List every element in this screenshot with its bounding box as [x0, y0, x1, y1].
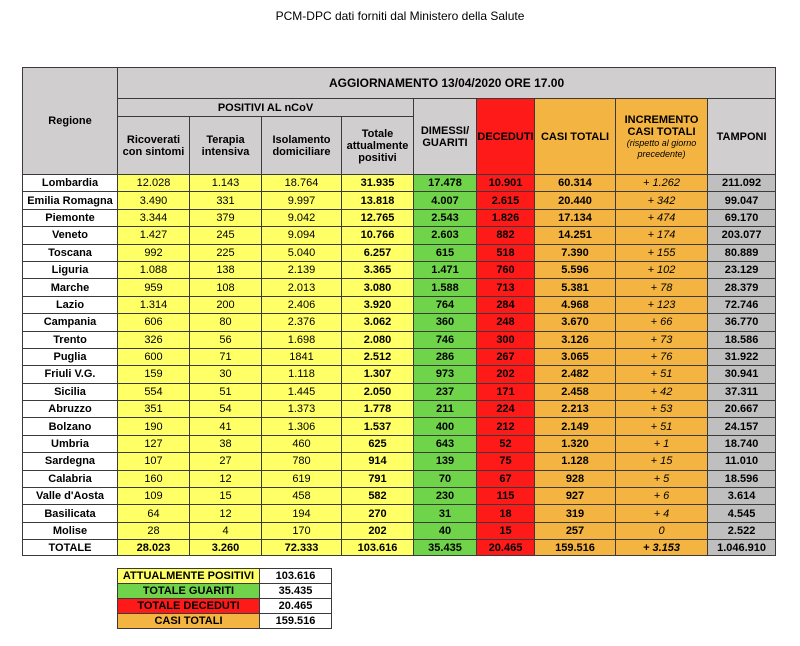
cell-terapia: 41: [190, 418, 262, 435]
cell-regione: Calabria: [23, 470, 118, 487]
cell-casi-totali: 7.390: [535, 244, 616, 261]
cell-casi-totali: 2.482: [535, 366, 616, 383]
cell-isolamento: 1.306: [262, 418, 342, 435]
cell-incremento: + 51: [616, 418, 708, 435]
summary-label: CASI TOTALI: [118, 614, 260, 629]
cell-isolamento: 194: [262, 505, 342, 522]
cell-casi-totali: 319: [535, 505, 616, 522]
table-row: [23, 453, 776, 470]
summary-row: [118, 614, 332, 629]
cell-tamponi: 28.379: [708, 279, 776, 296]
cell-totale-positivi: 270: [342, 505, 414, 522]
cell-totale-positivi: 202: [342, 522, 414, 539]
cell-deceduti: 518: [477, 244, 535, 261]
cell-incremento: + 4: [616, 505, 708, 522]
total-dimessi: 35.435: [414, 540, 477, 556]
table-row: [23, 227, 776, 244]
cell-deceduti: 882: [477, 227, 535, 244]
cell-incremento: + 73: [616, 331, 708, 348]
summary-value: 159.516: [260, 614, 332, 629]
cell-isolamento: 1.698: [262, 331, 342, 348]
cell-ricoverati: 600: [118, 348, 190, 365]
cell-casi-totali: 1.128: [535, 453, 616, 470]
cell-deceduti: 67: [477, 470, 535, 487]
cell-tamponi: 203.077: [708, 227, 776, 244]
cell-isolamento: 2.406: [262, 296, 342, 313]
cell-dimessi: 973: [414, 366, 477, 383]
table-row: [23, 418, 776, 435]
cell-regione: Trento: [23, 331, 118, 348]
cell-incremento: + 342: [616, 192, 708, 209]
source-line: PCM-DPC dati forniti dal Ministero della Salute: [275, 9, 525, 23]
cell-incremento: + 1.262: [616, 175, 708, 192]
table-row: [23, 348, 776, 365]
cell-tamponi: 20.667: [708, 401, 776, 418]
cell-deceduti: 171: [477, 383, 535, 400]
header-deceduti: DECEDUTI: [477, 99, 535, 175]
cell-tamponi: 18.586: [708, 331, 776, 348]
cell-ricoverati: 3.490: [118, 192, 190, 209]
cell-totale-positivi: 31.935: [342, 175, 414, 192]
cell-casi-totali: 2.213: [535, 401, 616, 418]
cell-terapia: 138: [190, 261, 262, 278]
cell-totale-positivi: 1.537: [342, 418, 414, 435]
table-row: [23, 383, 776, 400]
cell-deceduti: 75: [477, 453, 535, 470]
cell-casi-totali: 1.320: [535, 435, 616, 452]
cell-incremento: + 78: [616, 279, 708, 296]
table-row: [23, 279, 776, 296]
cell-regione: Lombardia: [23, 175, 118, 192]
cell-casi-totali: 5.381: [535, 279, 616, 296]
cell-dimessi: 17.478: [414, 175, 477, 192]
cell-isolamento: 2.376: [262, 314, 342, 331]
cell-incremento: + 5: [616, 470, 708, 487]
cell-casi-totali: 17.134: [535, 209, 616, 226]
cell-casi-totali: 20.440: [535, 192, 616, 209]
cell-regione: Sicilia: [23, 383, 118, 400]
cell-terapia: 4: [190, 522, 262, 539]
cell-deceduti: 760: [477, 261, 535, 278]
cell-ricoverati: 190: [118, 418, 190, 435]
header-ricoverati: Ricoverati con sintomi: [118, 117, 190, 175]
table-row: [23, 331, 776, 348]
cell-terapia: 15: [190, 488, 262, 505]
cell-ricoverati: 28: [118, 522, 190, 539]
cell-totale-positivi: 914: [342, 453, 414, 470]
cell-casi-totali: 927: [535, 488, 616, 505]
total-terapia: 3.260: [190, 540, 262, 556]
cell-deceduti: 1.826: [477, 209, 535, 226]
header-title: AGGIORNAMENTO 13/04/2020 ORE 17.00: [118, 68, 776, 99]
total-deceduti: 20.465: [477, 540, 535, 556]
header-dimessi: DIMESSI/ GUARITI: [414, 99, 477, 175]
cell-regione: Liguria: [23, 261, 118, 278]
cell-ricoverati: 1.427: [118, 227, 190, 244]
cell-terapia: 54: [190, 401, 262, 418]
cell-ricoverati: 64: [118, 505, 190, 522]
cell-incremento: 0: [616, 522, 708, 539]
cell-terapia: 71: [190, 348, 262, 365]
cell-casi-totali: 14.251: [535, 227, 616, 244]
cell-dimessi: 211: [414, 401, 477, 418]
cell-regione: Puglia: [23, 348, 118, 365]
cell-regione: Friuli V.G.: [23, 366, 118, 383]
cell-tamponi: 30.941: [708, 366, 776, 383]
header-positivi-group: POSITIVI AL nCoV: [118, 99, 414, 117]
header-isolamento: Isolamento domiciliare: [262, 117, 342, 175]
table-row: [23, 296, 776, 313]
header-totale-positivi: Totale attualmente positivi: [342, 117, 414, 175]
cell-deceduti: 267: [477, 348, 535, 365]
cell-terapia: 379: [190, 209, 262, 226]
cell-totale-positivi: 2.512: [342, 348, 414, 365]
cell-tamponi: 80.889: [708, 244, 776, 261]
total-totale-positivi: 103.616: [342, 540, 414, 556]
cell-terapia: 108: [190, 279, 262, 296]
summary-label: ATTUALMENTE POSITIVI: [118, 569, 260, 584]
total-casi-totali: 159.516: [535, 540, 616, 556]
cell-ricoverati: 3.344: [118, 209, 190, 226]
table-row: [23, 209, 776, 226]
cell-tamponi: 11.010: [708, 453, 776, 470]
cell-dimessi: 4.007: [414, 192, 477, 209]
table-row: [23, 401, 776, 418]
cell-terapia: 1.143: [190, 175, 262, 192]
table-row: [23, 522, 776, 539]
total-ricoverati: 28.023: [118, 540, 190, 556]
cell-ricoverati: 554: [118, 383, 190, 400]
cell-tamponi: 23.129: [708, 261, 776, 278]
cell-dimessi: 230: [414, 488, 477, 505]
cell-deceduti: 224: [477, 401, 535, 418]
cell-incremento: + 53: [616, 401, 708, 418]
cell-casi-totali: 60.314: [535, 175, 616, 192]
header-casi-totali: CASI TOTALI: [535, 99, 616, 175]
cell-totale-positivi: 625: [342, 435, 414, 452]
cell-deceduti: 18: [477, 505, 535, 522]
cell-regione: Lazio: [23, 296, 118, 313]
cell-regione: Marche: [23, 279, 118, 296]
cell-tamponi: 31.922: [708, 348, 776, 365]
cell-tamponi: 18.740: [708, 435, 776, 452]
total-incremento: + 3.153: [616, 540, 708, 556]
cell-incremento: + 174: [616, 227, 708, 244]
cell-dimessi: 360: [414, 314, 477, 331]
cell-casi-totali: 3.126: [535, 331, 616, 348]
cell-tamponi: 211.092: [708, 175, 776, 192]
cell-dimessi: 286: [414, 348, 477, 365]
cell-dimessi: 746: [414, 331, 477, 348]
summary-value: 103.616: [260, 569, 332, 584]
cell-isolamento: 2.013: [262, 279, 342, 296]
cell-totale-positivi: 2.080: [342, 331, 414, 348]
cell-isolamento: 619: [262, 470, 342, 487]
cell-deceduti: 2.615: [477, 192, 535, 209]
total-tamponi: 1.046.910: [708, 540, 776, 556]
cell-terapia: 30: [190, 366, 262, 383]
cell-isolamento: 1.118: [262, 366, 342, 383]
cell-isolamento: 9.997: [262, 192, 342, 209]
cell-deceduti: 300: [477, 331, 535, 348]
cell-isolamento: 1.373: [262, 401, 342, 418]
table-row: [23, 175, 776, 192]
cell-casi-totali: 4.968: [535, 296, 616, 313]
cell-regione: Toscana: [23, 244, 118, 261]
cell-regione: Bolzano: [23, 418, 118, 435]
cell-casi-totali: 257: [535, 522, 616, 539]
cell-isolamento: 9.094: [262, 227, 342, 244]
cell-ricoverati: 1.088: [118, 261, 190, 278]
summary-table: [117, 568, 332, 629]
header-terapia: Terapia intensiva: [190, 117, 262, 175]
cell-terapia: 56: [190, 331, 262, 348]
header-incremento: [616, 99, 708, 175]
header-tamponi: TAMPONI: [708, 99, 776, 175]
header-regione: Regione: [23, 68, 118, 175]
cell-totale-positivi: 3.920: [342, 296, 414, 313]
table-row: [23, 261, 776, 278]
cell-ricoverati: 1.314: [118, 296, 190, 313]
cell-deceduti: 52: [477, 435, 535, 452]
cell-casi-totali: 928: [535, 470, 616, 487]
cell-totale-positivi: 3.080: [342, 279, 414, 296]
cell-tamponi: 2.522: [708, 522, 776, 539]
cell-ricoverati: 12.028: [118, 175, 190, 192]
table-row: [23, 314, 776, 331]
cell-regione: Abruzzo: [23, 401, 118, 418]
summary-row: [118, 584, 332, 599]
cell-incremento: + 42: [616, 383, 708, 400]
cell-deceduti: 115: [477, 488, 535, 505]
summary-row: [118, 569, 332, 584]
cell-ricoverati: 351: [118, 401, 190, 418]
cell-ricoverati: 127: [118, 435, 190, 452]
cell-deceduti: 202: [477, 366, 535, 383]
cell-tamponi: 18.596: [708, 470, 776, 487]
cell-tamponi: 99.047: [708, 192, 776, 209]
summary-value: 35.435: [260, 584, 332, 599]
cell-isolamento: 460: [262, 435, 342, 452]
cell-incremento: + 474: [616, 209, 708, 226]
header-incremento-note: (rispetto al giorno precedente): [626, 137, 697, 159]
table-row: [23, 244, 776, 261]
cell-totale-positivi: 582: [342, 488, 414, 505]
cell-ricoverati: 326: [118, 331, 190, 348]
cell-ricoverati: 959: [118, 279, 190, 296]
cell-terapia: 225: [190, 244, 262, 261]
table-row: [23, 488, 776, 505]
cell-terapia: 38: [190, 435, 262, 452]
cell-casi-totali: 3.670: [535, 314, 616, 331]
cell-incremento: + 66: [616, 314, 708, 331]
cell-isolamento: 18.764: [262, 175, 342, 192]
table-row: [23, 366, 776, 383]
cell-isolamento: 1841: [262, 348, 342, 365]
cell-terapia: 27: [190, 453, 262, 470]
cell-deceduti: 284: [477, 296, 535, 313]
cell-dimessi: 1.471: [414, 261, 477, 278]
cell-incremento: + 51: [616, 366, 708, 383]
cell-terapia: 80: [190, 314, 262, 331]
totals-row: [23, 540, 776, 556]
cell-isolamento: 5.040: [262, 244, 342, 261]
cell-isolamento: 780: [262, 453, 342, 470]
cell-incremento: + 6: [616, 488, 708, 505]
total-isolamento: 72.333: [262, 540, 342, 556]
cell-dimessi: 139: [414, 453, 477, 470]
cell-incremento: + 1: [616, 435, 708, 452]
table-row: [23, 470, 776, 487]
cell-terapia: 331: [190, 192, 262, 209]
cell-isolamento: 2.139: [262, 261, 342, 278]
cell-tamponi: 24.157: [708, 418, 776, 435]
cell-incremento: + 102: [616, 261, 708, 278]
cell-terapia: 12: [190, 505, 262, 522]
cell-isolamento: 9.042: [262, 209, 342, 226]
cell-terapia: 245: [190, 227, 262, 244]
cell-casi-totali: 3.065: [535, 348, 616, 365]
cell-regione: Piemonte: [23, 209, 118, 226]
cell-isolamento: 1.445: [262, 383, 342, 400]
cell-isolamento: 170: [262, 522, 342, 539]
summary-label: TOTALE DECEDUTI: [118, 599, 260, 614]
cell-dimessi: 400: [414, 418, 477, 435]
cell-terapia: 12: [190, 470, 262, 487]
cell-dimessi: 2.543: [414, 209, 477, 226]
cell-incremento: + 15: [616, 453, 708, 470]
cell-tamponi: 3.614: [708, 488, 776, 505]
cell-totale-positivi: 791: [342, 470, 414, 487]
cell-ricoverati: 992: [118, 244, 190, 261]
cell-incremento: + 123: [616, 296, 708, 313]
cell-totale-positivi: 12.765: [342, 209, 414, 226]
cell-dimessi: 70: [414, 470, 477, 487]
cell-ricoverati: 109: [118, 488, 190, 505]
header-incremento-label: INCREMENTO CASI TOTALI: [624, 113, 699, 138]
cell-casi-totali: 2.458: [535, 383, 616, 400]
cell-incremento: + 76: [616, 348, 708, 365]
cell-tamponi: 36.770: [708, 314, 776, 331]
cell-regione: Emilia Romagna: [23, 192, 118, 209]
cell-ricoverati: 159: [118, 366, 190, 383]
cell-deceduti: 248: [477, 314, 535, 331]
cell-ricoverati: 606: [118, 314, 190, 331]
total-label: TOTALE: [23, 540, 118, 556]
cell-dimessi: 764: [414, 296, 477, 313]
cell-regione: Sardegna: [23, 453, 118, 470]
table-row: [23, 505, 776, 522]
cell-terapia: 51: [190, 383, 262, 400]
cell-dimessi: 31: [414, 505, 477, 522]
cell-tamponi: 72.746: [708, 296, 776, 313]
cell-isolamento: 458: [262, 488, 342, 505]
summary-row: [118, 599, 332, 614]
summary-label: TOTALE GUARITI: [118, 584, 260, 599]
cell-ricoverati: 160: [118, 470, 190, 487]
cell-tamponi: 69.170: [708, 209, 776, 226]
cell-regione: Valle d'Aosta: [23, 488, 118, 505]
cell-dimessi: 615: [414, 244, 477, 261]
cell-ricoverati: 107: [118, 453, 190, 470]
cell-deceduti: 212: [477, 418, 535, 435]
cell-casi-totali: 2.149: [535, 418, 616, 435]
cell-deceduti: 10.901: [477, 175, 535, 192]
cell-totale-positivi: 3.062: [342, 314, 414, 331]
cell-totale-positivi: 1.307: [342, 366, 414, 383]
cell-deceduti: 15: [477, 522, 535, 539]
cell-regione: Molise: [23, 522, 118, 539]
cell-dimessi: 643: [414, 435, 477, 452]
table-row: [23, 192, 776, 209]
table-row: [23, 435, 776, 452]
cell-totale-positivi: 13.818: [342, 192, 414, 209]
cell-totale-positivi: 6.257: [342, 244, 414, 261]
cell-regione: Umbria: [23, 435, 118, 452]
cell-regione: Basilicata: [23, 505, 118, 522]
cell-totale-positivi: 2.050: [342, 383, 414, 400]
regional-data-table: [22, 67, 776, 556]
cell-dimessi: 237: [414, 383, 477, 400]
cell-totale-positivi: 1.778: [342, 401, 414, 418]
cell-regione: Campania: [23, 314, 118, 331]
cell-incremento: + 155: [616, 244, 708, 261]
cell-tamponi: 4.545: [708, 505, 776, 522]
cell-dimessi: 40: [414, 522, 477, 539]
cell-totale-positivi: 10.766: [342, 227, 414, 244]
cell-terapia: 200: [190, 296, 262, 313]
cell-dimessi: 2.603: [414, 227, 477, 244]
cell-casi-totali: 5.596: [535, 261, 616, 278]
cell-deceduti: 713: [477, 279, 535, 296]
cell-totale-positivi: 3.365: [342, 261, 414, 278]
cell-dimessi: 1.588: [414, 279, 477, 296]
cell-regione: Veneto: [23, 227, 118, 244]
cell-tamponi: 37.311: [708, 383, 776, 400]
summary-value: 20.465: [260, 599, 332, 614]
